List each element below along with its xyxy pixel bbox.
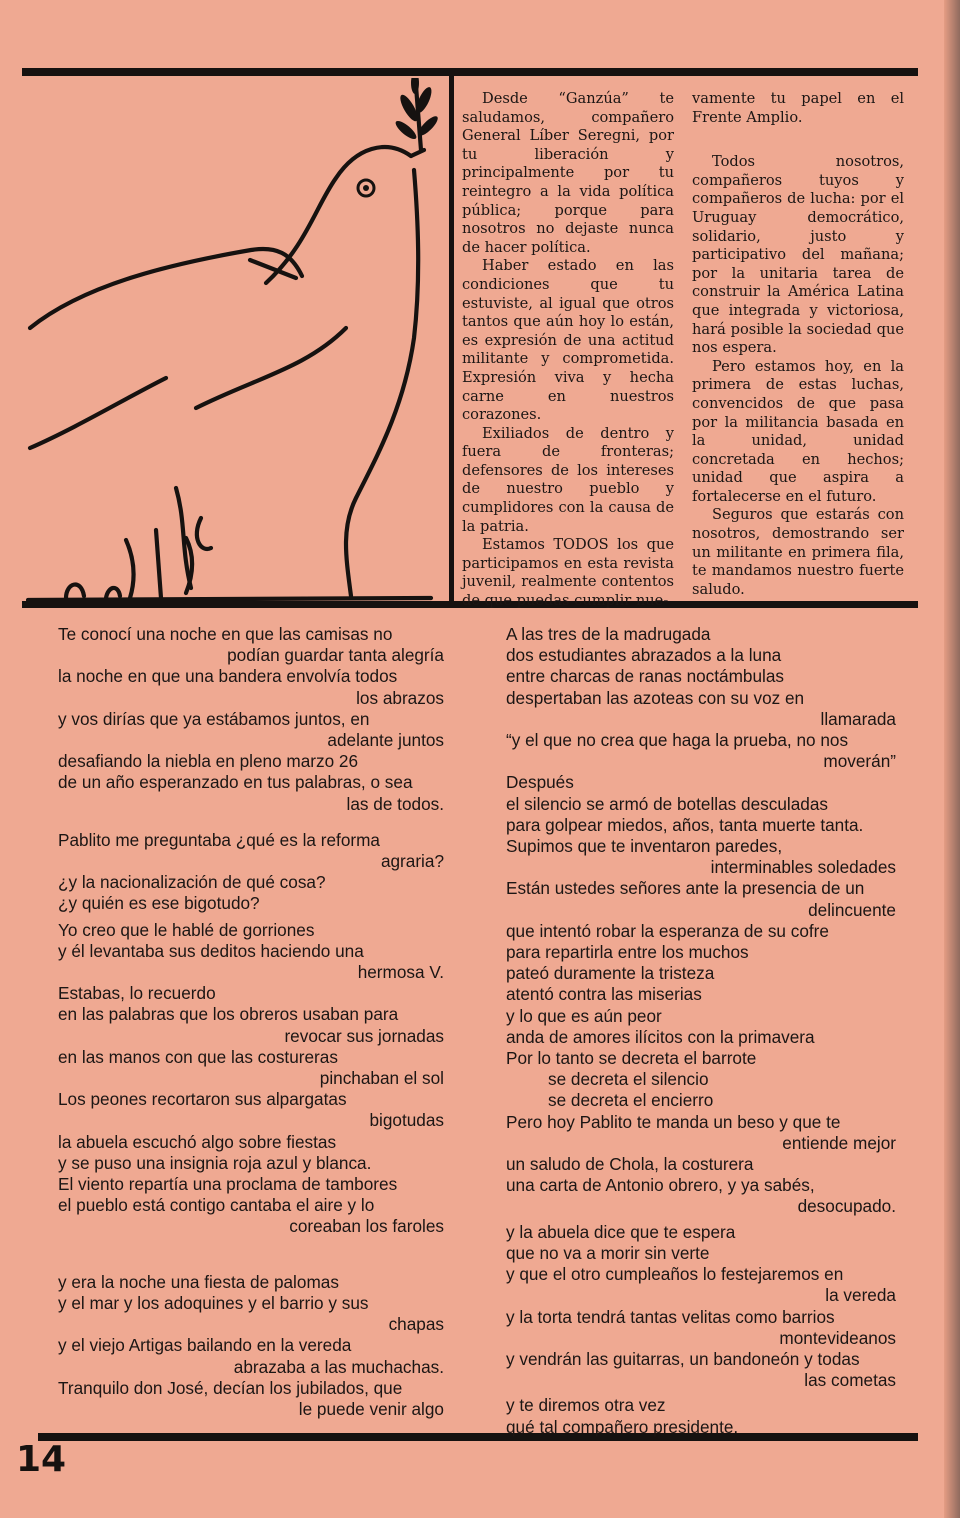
poem-line: se decreta el silencio [548, 1069, 709, 1090]
poem-line: Pablito me preguntaba ¿qué es la reforma [58, 829, 380, 850]
poem-line: Estabas, lo recuerdo [58, 983, 216, 1004]
poem-line: dos estudiantes abrazados a la luna [506, 645, 782, 666]
poem-line: Después [506, 772, 574, 793]
poem-line: Están ustedes señores ante la presencia de un [506, 878, 865, 899]
poem-line: atentó contra las miserias [506, 984, 702, 1005]
poem-line: y que el otro cumpleaños lo festejaremos en [506, 1264, 844, 1285]
poem-line: desafiando la niebla en pleno marzo 26 [58, 751, 359, 772]
poem-line: Yo creo que le hablé de gorriones [58, 919, 315, 940]
poem-line: abrazaba a las muchachas. [233, 1356, 444, 1377]
poem-line: le puede venir algo [298, 1398, 444, 1419]
poem-line: entre charcas de ranas noctámbulas [506, 666, 785, 687]
poem-line: “y el que no crea que haga la prueba, no nos [506, 730, 849, 751]
poem-line: El viento repartía una proclama de tambores [58, 1174, 398, 1195]
poem-line: en las palabras que los obreros usaban para [58, 1004, 399, 1025]
poem-right-column [506, 624, 896, 1438]
letter-paragraph: Pero estamos hoy, en la primera de estas luchas, convencidos de que pasa por la militancia basada en la unidad, unidad concretada en hechos; unidad que aspira a fortalecerse en el futuro. [692, 357, 904, 505]
poem-line: la noche en que una bandera envolvía todos [58, 666, 398, 687]
poem-line: podían guardar tanta alegría [227, 645, 444, 666]
poem-line: y lo que es aún peor [506, 1005, 662, 1026]
poem-line: y la torta tendrá tantas velitas como barrios [506, 1306, 835, 1327]
poem-line: bigotudas [369, 1110, 444, 1131]
poem-line: se decreta el encierro [548, 1090, 714, 1111]
poem-line: y era la noche una fiesta de palomas [58, 1271, 339, 1292]
poem-line: moverán” [823, 751, 896, 772]
poem-line: interminables soledades [710, 857, 896, 878]
letter-paragraph: vamente tu papel en el Frente Amplio. [692, 90, 904, 126]
poem-line: y vendrán las guitarras, un bandoneón y todas [506, 1348, 860, 1369]
poem-line: coreaban los faroles [289, 1216, 444, 1237]
poem-line: los abrazos [356, 687, 444, 708]
poem-line: A las tres de la madrugada [506, 624, 711, 644]
poem-line: un saludo de Chola, la costurera [506, 1154, 754, 1175]
poem-line: y se puso una insignia roja azul y blanca. [58, 1152, 372, 1173]
poem-line: llamarada [820, 708, 896, 729]
poem-line: las cometas [804, 1370, 896, 1391]
poem-line: Supimos que te inventaron paredes, [506, 836, 783, 857]
poem-line: desocupado. [797, 1196, 896, 1217]
letter-column-2 [692, 90, 904, 599]
poem-line: Por lo tanto se decreta el barrote [506, 1048, 757, 1069]
poem-line: que no va a morir sin verte [506, 1242, 710, 1263]
poem-line: una carta de Antonio obrero, y ya sabés, [506, 1175, 815, 1196]
top-rule [22, 68, 918, 76]
poem-line: delincuente [808, 899, 896, 920]
poem-line: en las manos con que las costureras [58, 1046, 338, 1067]
poem-line: para repartirla entre los muchos [506, 942, 749, 963]
page-number: 14 [16, 1439, 67, 1480]
poem-line: qué tal compañero presidente. [506, 1416, 739, 1437]
poem-line: para golpear miedos, años, tanta muerte tanta. [506, 814, 864, 835]
poem-line: Tranquilo don José, decían los jubilados, que [58, 1377, 403, 1398]
poem-line: revocar sus jornadas [284, 1025, 444, 1046]
dove-with-olive-branch-illustration [26, 78, 456, 608]
poem-line: pateó duramente la tristeza [506, 963, 715, 984]
poem-line: el silencio se armó de botellas desculadas [506, 793, 828, 814]
poem-line: despertaban las azoteas con su voz en [506, 687, 805, 708]
letter-paragraph: Seguros que estarás con nosotros, demostrando ser un militante en primera fila, te mandamos nuestro fuerte saludo. [692, 506, 904, 598]
letter-paragraph: Exiliados de dentro y fuera de fronteras; defensores de los intereses de nuestro pueblo y cumplidores con la causa de la patria. [462, 424, 674, 535]
poem-line: hermosa V. [357, 962, 444, 983]
poem-line: anda de amores ilícitos con la primavera [506, 1026, 815, 1047]
poem-line: y él levantaba sus deditos haciendo una [58, 940, 364, 961]
poem-line: y la abuela dice que te espera [506, 1221, 736, 1242]
page-edge-shadow [944, 0, 960, 1518]
letter-paragraph: Todos nosotros, compañeros tuyos y compañeros de lucha: por el Uruguay democrático, solidario, justo y participativo del mañana; por la unitaria tarea de construir la América Latina que integrada y victoriosa, hará posible la sociedad que nos espera. [692, 153, 904, 357]
poem-left-column [58, 624, 444, 1420]
poem-line: pinchaban el sol [319, 1068, 444, 1089]
poem-line: el pueblo está contigo cantaba el aire y lo [58, 1195, 375, 1216]
poem-line: la vereda [825, 1285, 896, 1306]
poem-line: que intentó robar la esperanza de su cofre [506, 920, 829, 941]
poem-line: y vos dirías que ya estábamos juntos, en [58, 708, 370, 729]
poem-line: de un año esperanzado en tus palabras, o sea [58, 772, 413, 793]
poem-line: entiende mejor [782, 1132, 896, 1153]
poem-line: agraria? [380, 851, 444, 872]
letter-paragraph: Desde “Ganzúa” te saludamos, compañero General Líber Seregni, por tu liberación y principalmente por tu reintegro a la vida política pública; porque para nosotros no dejaste nunca de hacer política. [462, 90, 674, 256]
poem-line: las de todos. [346, 793, 444, 814]
poem-line: adelante juntos [327, 730, 444, 751]
poem-line: la abuela escuchó algo sobre fiestas [58, 1131, 337, 1152]
letter-column-1 [462, 90, 674, 611]
poem-line: Pero hoy Pablito te manda un beso y que te [506, 1111, 841, 1132]
poem-line: ¿y quién es ese bigotudo? [58, 893, 260, 914]
poem-line: Los peones recortaron sus alpargatas [58, 1089, 347, 1110]
poem-line: ¿y la nacionalización de qué cosa? [58, 872, 326, 893]
letter-paragraph: Estamos TODOS los que participamos en esta revista juvenil, realmente contentos de que puedas cumplir nue- [462, 536, 674, 610]
poem-line: Te conocí una noche en que las camisas no [58, 624, 393, 644]
poem-line: chapas [388, 1314, 444, 1335]
poem-line: y el mar y los adoquines y el barrio y sus [58, 1292, 369, 1313]
poem-line: y el viejo Artigas bailando en la vereda [58, 1335, 352, 1356]
poem-line: montevideanos [779, 1327, 896, 1348]
poem-line: y te diremos otra vez [506, 1395, 666, 1416]
letter-paragraph: Haber estado en las condiciones que tu estuviste, al igual que otros tantos que aún hoy lo están, es expresión de una actitud militante y comprometida. Expresión viva y hecha carne en nuestros corazones. [462, 257, 674, 424]
